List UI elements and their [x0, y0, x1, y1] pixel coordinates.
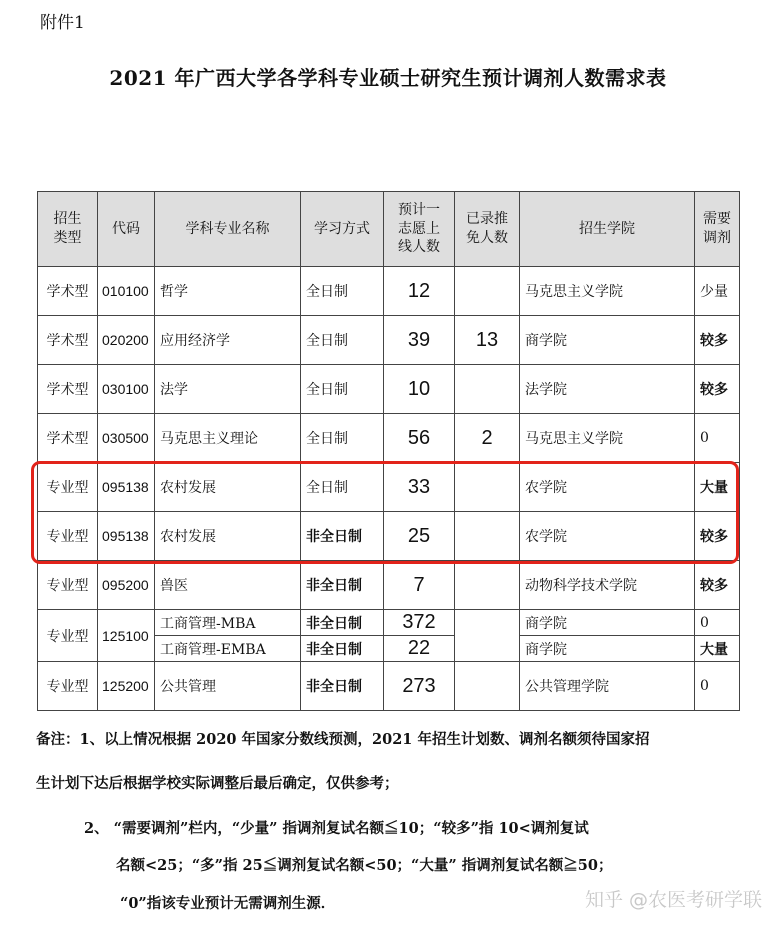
table-row: [38, 512, 740, 561]
cell-major: 工商管理-MBA: [155, 610, 301, 636]
cell-mode: 全日制: [301, 463, 384, 512]
cell-code: 010100: [98, 267, 155, 316]
cell-planned: 273: [384, 662, 455, 711]
cell-planned: 372: [384, 610, 455, 636]
cell-major: 法学: [155, 365, 301, 414]
cell-need: 少量: [695, 267, 740, 316]
cell-exempt: 2: [455, 414, 520, 463]
cell-exempt: [455, 463, 520, 512]
header-planned: 预计一 志愿上 线人数: [384, 192, 455, 267]
cell-code: 125100: [98, 610, 155, 662]
attachment-label: 附件1: [40, 13, 85, 33]
table-row: [38, 267, 740, 316]
cell-college: 动物科学技术学院: [520, 561, 695, 610]
cell-need: 0: [695, 414, 740, 463]
cell-college: 农学院: [520, 463, 695, 512]
cell-exempt: [455, 610, 520, 662]
cell-code: 030500: [98, 414, 155, 463]
cell-planned: 22: [384, 636, 455, 662]
cell-exempt: [455, 365, 520, 414]
note-line: 备注：1、以上情况根据 2020 年国家分数线预测，2021 年招生计划数、调剂名额须待国家招: [36, 731, 650, 748]
cell-college: 马克思主义学院: [520, 414, 695, 463]
cell-type: 专业型: [38, 561, 98, 610]
header-code: 代码: [98, 192, 155, 267]
cell-planned: 10: [384, 365, 455, 414]
cell-college: 农学院: [520, 512, 695, 561]
cell-college: 商学院: [520, 316, 695, 365]
cell-college: 商学院: [520, 636, 695, 662]
cell-mode: 全日制: [301, 267, 384, 316]
cell-planned: 25: [384, 512, 455, 561]
cell-type: 学术型: [38, 365, 98, 414]
note-line: 名额<25；“多”指 25≦调剂复试名额<50；“大量” 指调剂复试名额≧50；: [116, 857, 613, 874]
watermark: 知乎 @农医考研学联: [584, 889, 762, 911]
cell-need: 0: [695, 662, 740, 711]
cell-exempt: [455, 267, 520, 316]
cell-major: 工商管理-EMBA: [155, 636, 301, 662]
cell-type: 专业型: [38, 662, 98, 711]
header-type: 招生 类型: [38, 192, 98, 267]
page-title: 2021 年广西大学各学科专业硕士研究生预计调剂人数需求表: [109, 66, 667, 90]
cell-need: 较多: [695, 512, 740, 561]
cell-mode: 非全日制: [301, 662, 384, 711]
cell-need: 较多: [695, 316, 740, 365]
cell-planned: 39: [384, 316, 455, 365]
table-row: [38, 610, 740, 636]
cell-exempt: [455, 561, 520, 610]
table-row: [38, 463, 740, 512]
cell-need: 较多: [695, 365, 740, 414]
cell-code: 095138: [98, 512, 155, 561]
cell-code: 125200: [98, 662, 155, 711]
header-mode: 学习方式: [301, 192, 384, 267]
cell-college: 法学院: [520, 365, 695, 414]
table-row: [38, 316, 740, 365]
cell-planned: 7: [384, 561, 455, 610]
cell-type: 专业型: [38, 512, 98, 561]
cell-major: 公共管理: [155, 662, 301, 711]
table-row: [38, 662, 740, 711]
cell-planned: 33: [384, 463, 455, 512]
cell-code: 030100: [98, 365, 155, 414]
cell-planned: 56: [384, 414, 455, 463]
header-exempt: 已录推 免人数: [455, 192, 520, 267]
cell-need: 大量: [695, 463, 740, 512]
cell-mode: 全日制: [301, 365, 384, 414]
cell-need: 0: [695, 610, 740, 636]
cell-major: 马克思主义理论: [155, 414, 301, 463]
cell-major: 应用经济学: [155, 316, 301, 365]
cell-type: 专业型: [38, 610, 98, 662]
table-header-row: [38, 192, 740, 267]
cell-college: 公共管理学院: [520, 662, 695, 711]
cell-mode: 非全日制: [301, 512, 384, 561]
cell-exempt: [455, 662, 520, 711]
header-college: 招生学院: [520, 192, 695, 267]
note-line: 2、 “需要调剂”栏内，“少量” 指调剂复试名额≦10；“较多”指 10<调剂复试: [84, 820, 589, 837]
cell-code: 095138: [98, 463, 155, 512]
cell-major: 农村发展: [155, 463, 301, 512]
table-row: [38, 561, 740, 610]
cell-type: 学术型: [38, 316, 98, 365]
cell-need: 较多: [695, 561, 740, 610]
cell-mode: 全日制: [301, 414, 384, 463]
cell-mode: 非全日制: [301, 610, 384, 636]
cell-mode: 非全日制: [301, 636, 384, 662]
header-major: 学科专业名称: [155, 192, 301, 267]
cell-exempt: 13: [455, 316, 520, 365]
cell-planned: 12: [384, 267, 455, 316]
header-need: 需要 调剂: [695, 192, 740, 267]
table-row: [38, 365, 740, 414]
cell-mode: 非全日制: [301, 561, 384, 610]
cell-college: 马克思主义学院: [520, 267, 695, 316]
note-line: “0”指该专业预计无需调剂生源．: [120, 895, 336, 912]
cell-type: 学术型: [38, 414, 98, 463]
cell-need: 大量: [695, 636, 740, 662]
cell-type: 专业型: [38, 463, 98, 512]
cell-exempt: [455, 512, 520, 561]
cell-code: 020200: [98, 316, 155, 365]
cell-type: 学术型: [38, 267, 98, 316]
adjustment-table: [37, 191, 740, 711]
cell-major: 兽医: [155, 561, 301, 610]
cell-code: 095200: [98, 561, 155, 610]
note-line: 生计划下达后根据学校实际调整后最后确定，仅供参考；: [36, 775, 399, 792]
cell-mode: 全日制: [301, 316, 384, 365]
table-row: [38, 414, 740, 463]
cell-major: 农村发展: [155, 512, 301, 561]
cell-major: 哲学: [155, 267, 301, 316]
cell-college: 商学院: [520, 610, 695, 636]
